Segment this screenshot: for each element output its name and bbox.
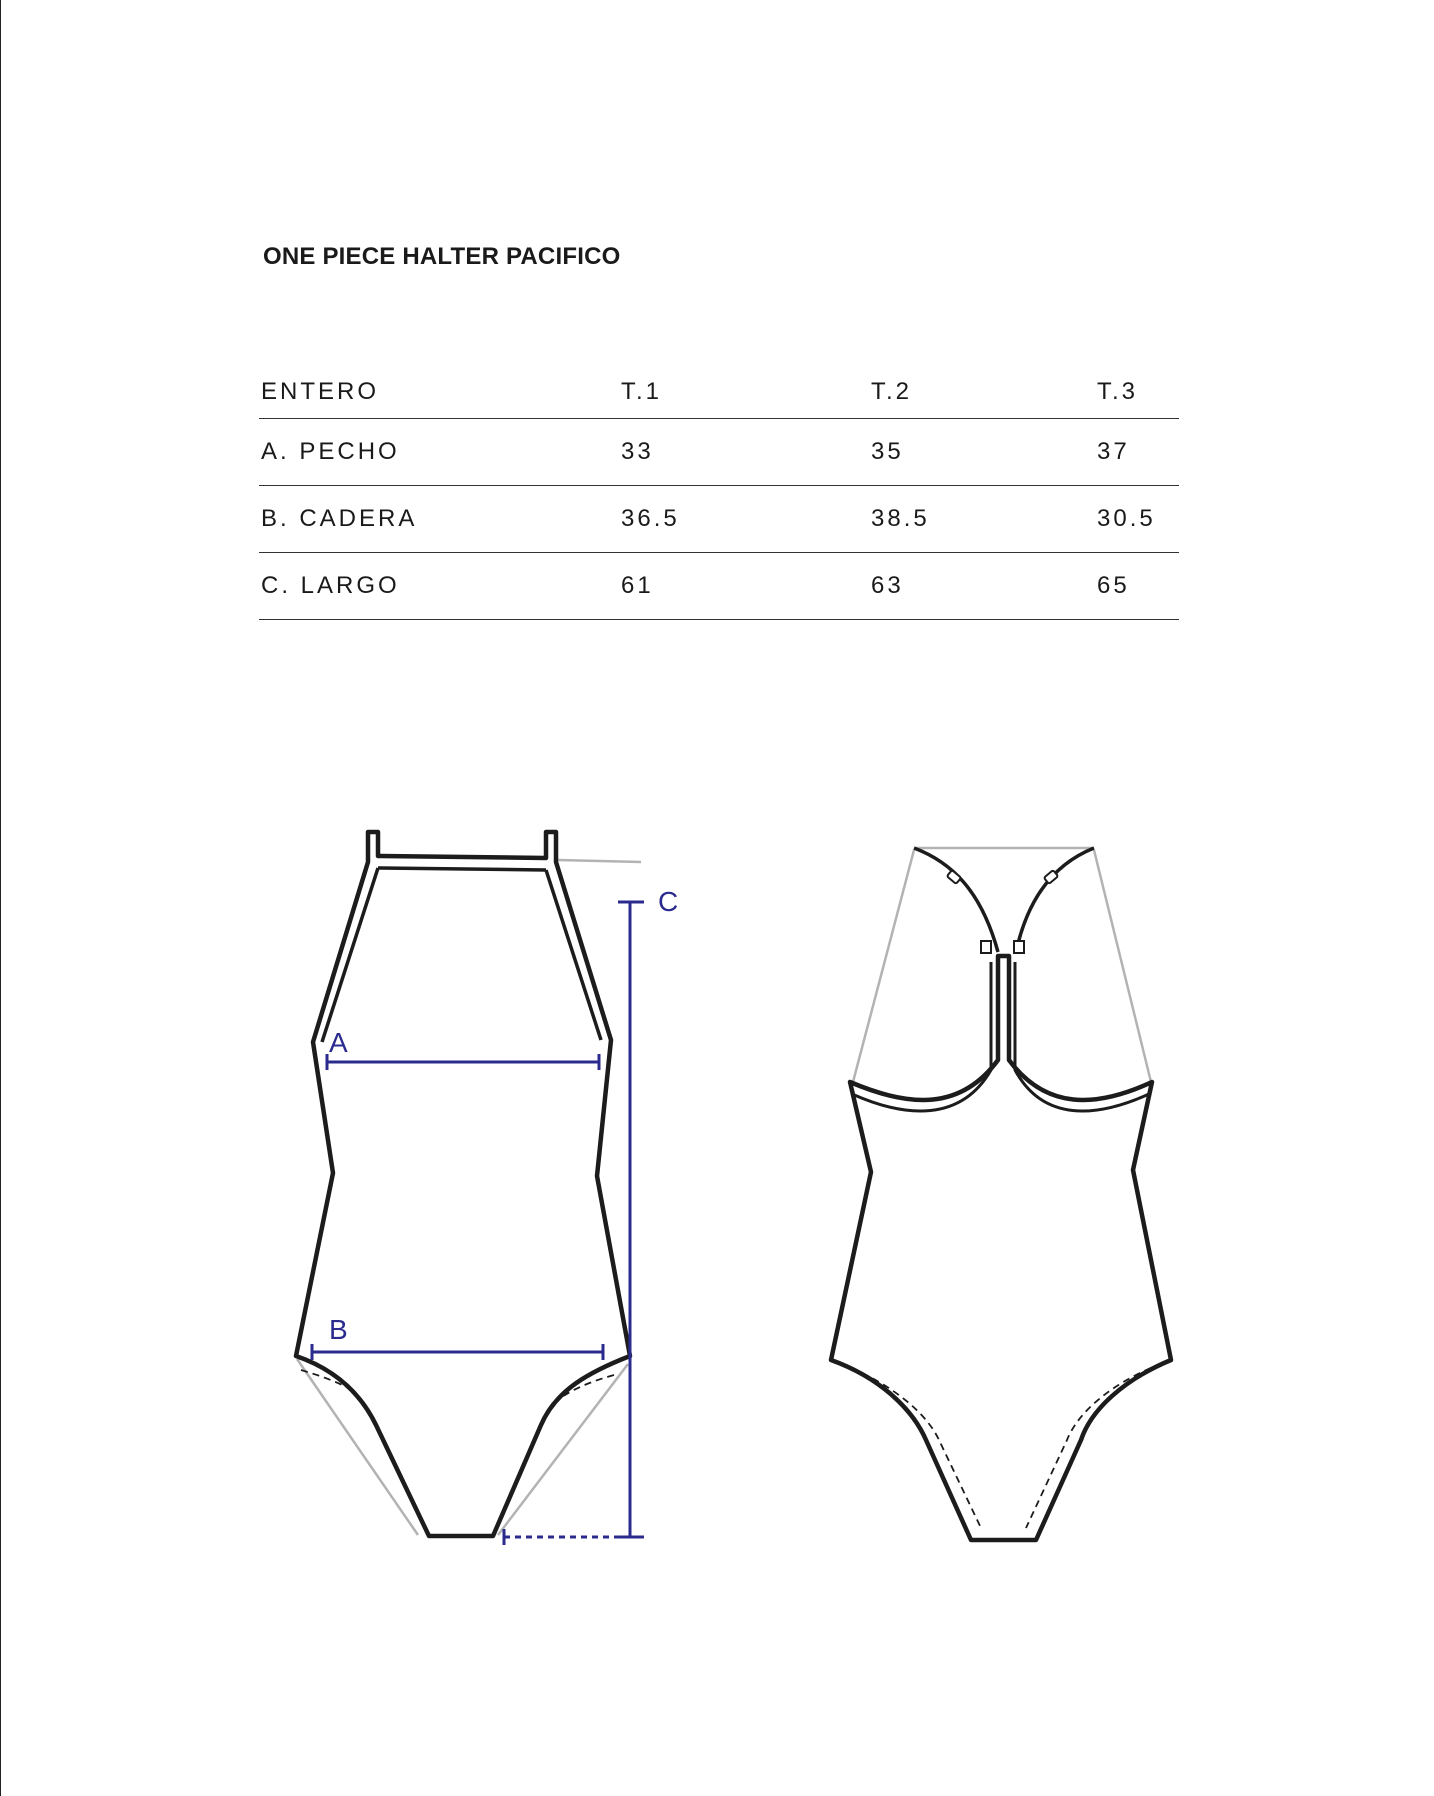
cell-value: 33 bbox=[621, 419, 871, 486]
strap-slider-icon bbox=[1044, 870, 1058, 884]
cell-value: 65 bbox=[1097, 553, 1179, 620]
cell-value: 36.5 bbox=[621, 486, 871, 553]
strap-slider-icon bbox=[947, 870, 961, 884]
garment-diagram bbox=[1, 0, 1434, 1796]
header-size-2: T.2 bbox=[871, 366, 1097, 419]
measure-c-label: C bbox=[658, 886, 679, 917]
back-left-guide-line bbox=[853, 850, 914, 1082]
cell-value: 35 bbox=[871, 419, 1097, 486]
header-size-1: T.1 bbox=[621, 366, 871, 419]
cell-value: 63 bbox=[871, 553, 1097, 620]
left-strap bbox=[914, 848, 998, 952]
strap-ring-icon bbox=[981, 941, 991, 953]
product-title: ONE PIECE HALTER PACIFICO bbox=[263, 243, 621, 270]
strap-ring-icon bbox=[1014, 941, 1024, 953]
measure-a-label: A bbox=[329, 1027, 348, 1058]
cell-value: 37 bbox=[1097, 419, 1179, 486]
cell-value: 38.5 bbox=[871, 486, 1097, 553]
back-view bbox=[831, 848, 1171, 1540]
row-label-largo: C. LARGO bbox=[259, 553, 621, 620]
right-strap bbox=[1016, 848, 1094, 952]
cell-value: 30.5 bbox=[1097, 486, 1179, 553]
measure-b-label: B bbox=[329, 1314, 348, 1345]
row-label-pecho: A. PECHO bbox=[259, 419, 621, 486]
back-body-outline bbox=[831, 956, 1171, 1540]
header-entero: ENTERO bbox=[259, 366, 621, 419]
neckline-binding bbox=[378, 868, 546, 870]
shoulder-guide-line bbox=[558, 860, 641, 862]
front-view bbox=[296, 832, 678, 1545]
row-label-cadera: B. CADERA bbox=[259, 486, 621, 553]
back-straps bbox=[914, 848, 1094, 952]
back-right-guide-line bbox=[1094, 850, 1151, 1082]
cell-value: 61 bbox=[621, 553, 871, 620]
header-size-3: T.3 bbox=[1097, 366, 1179, 419]
